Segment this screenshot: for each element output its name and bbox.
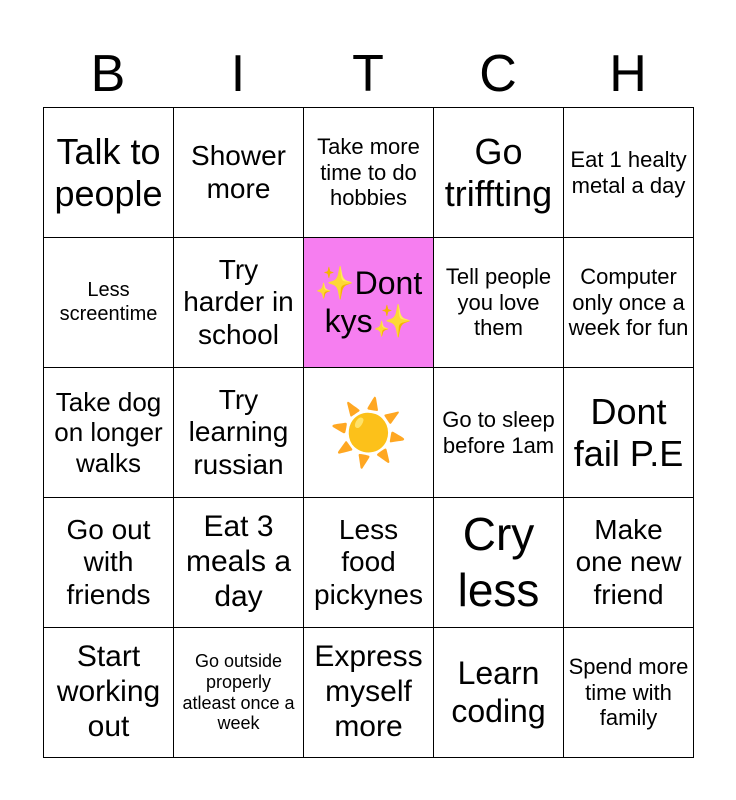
header-letter-h: H — [609, 45, 647, 103]
cell-text: Take more time to do hobbies — [317, 134, 420, 211]
bingo-cell[interactable] — [44, 368, 174, 498]
cell-text: Go out with friends — [66, 513, 151, 610]
bingo-cell[interactable] — [44, 238, 174, 368]
bingo-cell[interactable] — [434, 108, 564, 238]
cell-text: Express myself more — [314, 640, 423, 743]
bingo-cell[interactable] — [304, 628, 434, 758]
bingo-cell[interactable] — [564, 238, 694, 368]
cell-text: Computer only once a week for fun — [568, 264, 689, 341]
cell-text: Eat 1 healty metal a day — [570, 146, 687, 198]
cell-text: Tell people you love them — [445, 264, 552, 341]
cell-text: Less food pickynes — [314, 513, 423, 610]
bingo-cell[interactable] — [564, 628, 694, 758]
sun-icon: ☀️ — [328, 396, 409, 469]
bingo-cell[interactable] — [304, 108, 434, 238]
bingo-cell[interactable] — [564, 108, 694, 238]
bingo-cell[interactable] — [174, 628, 304, 758]
bingo-cell[interactable] — [44, 628, 174, 758]
header-letter-i: I — [230, 45, 246, 103]
cell-text: Start working out — [56, 640, 161, 743]
bingo-header — [43, 40, 693, 108]
bingo-cell[interactable] — [564, 498, 694, 628]
bingo-cell[interactable] — [174, 498, 304, 628]
cell-text: Try learning russian — [188, 383, 289, 480]
header-letter-b: B — [90, 45, 126, 103]
header-letter-t: T — [352, 45, 384, 103]
free-space-cell[interactable] — [304, 238, 434, 368]
bingo-cell[interactable] — [174, 368, 304, 498]
bingo-cell[interactable] — [434, 238, 564, 368]
bingo-cell[interactable] — [304, 498, 434, 628]
cell-text: Make one new friend — [575, 513, 682, 610]
cell-text: ✨Dont kys✨ — [314, 265, 423, 339]
cell-text: Try harder in school — [183, 253, 294, 350]
cell-text: Go to sleep before 1am — [442, 406, 555, 458]
bingo-cell[interactable] — [434, 498, 564, 628]
bingo-cell[interactable] — [174, 238, 304, 368]
cell-text: Go outside properly atleast once a week — [182, 650, 295, 734]
cell-text: Take dog on longer walks — [54, 387, 163, 478]
cell-text: Less screentime — [59, 279, 158, 325]
cell-text: Eat 3 meals a day — [185, 510, 292, 613]
bingo-cell[interactable] — [304, 368, 434, 498]
cell-text: Shower more — [191, 140, 286, 204]
cell-text: Learn coding — [451, 655, 546, 729]
cell-text: Talk to people — [54, 130, 163, 214]
bingo-cell[interactable] — [564, 368, 694, 498]
bingo-cell[interactable] — [434, 628, 564, 758]
cell-text: Cry less — [457, 508, 540, 616]
bingo-cell[interactable] — [44, 108, 174, 238]
bingo-cell[interactable] — [44, 498, 174, 628]
bingo-cell[interactable] — [174, 108, 304, 238]
cell-text: Go triffting — [444, 130, 553, 214]
bingo-cell[interactable] — [434, 368, 564, 498]
cell-text: Spend more time with family — [568, 654, 689, 731]
header-letter-c: C — [479, 45, 517, 103]
cell-text: Dont fail P.E — [573, 390, 684, 474]
bingo-grid — [43, 107, 694, 758]
